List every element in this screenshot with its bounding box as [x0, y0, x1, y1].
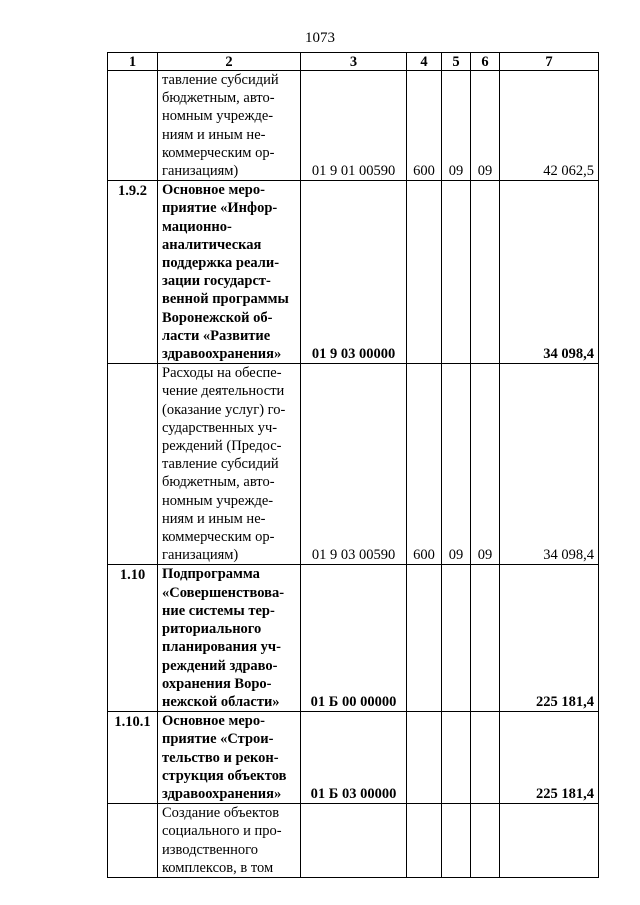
- table-header-row: [108, 53, 599, 71]
- row-name-line: поддержка реали-: [162, 255, 280, 272]
- row-name-line: номным учрежде-: [162, 108, 274, 125]
- table-row: [108, 565, 599, 712]
- table-row: [108, 712, 599, 804]
- row-name-line: коммерческим ор-: [162, 529, 275, 546]
- row-rz: [442, 712, 471, 804]
- row-name-line: тавление субсидий: [162, 456, 279, 473]
- row-name-line: коммерческим ор-: [162, 144, 275, 161]
- row-number: 1.10.1: [108, 712, 158, 804]
- row-name: [158, 181, 301, 364]
- row-number: [108, 71, 158, 181]
- row-sum: 42 062,5: [500, 71, 599, 181]
- header-col-7: 7: [500, 53, 599, 71]
- row-pr: 09: [471, 364, 500, 565]
- row-pr: [471, 181, 500, 364]
- row-vr: [407, 181, 442, 364]
- header-col-1: 1: [108, 53, 158, 71]
- row-name-line: риториального: [162, 621, 262, 638]
- row-name-line: «Совершенствова-: [162, 584, 285, 601]
- row-number: 1.9.2: [108, 181, 158, 364]
- row-name-line: реждений здраво-: [162, 657, 278, 674]
- row-name-line: ганизациям): [162, 547, 239, 564]
- row-rz: 09: [442, 364, 471, 565]
- row-name-line: струкция объектов: [162, 767, 287, 784]
- table-row: [108, 364, 599, 565]
- row-name-line: Основное меро-: [162, 182, 265, 199]
- row-code: 01 9 01 00590: [301, 71, 407, 181]
- row-code: 01 9 03 00590: [301, 364, 407, 565]
- row-code: 01 Б 03 00000: [301, 712, 407, 804]
- row-vr: [407, 804, 442, 878]
- table-row: [108, 804, 599, 878]
- row-name-line: реждений (Предос-: [162, 438, 282, 455]
- row-name-line: венной программы: [162, 291, 289, 308]
- table-row: [108, 181, 599, 364]
- row-name-line: здравоохранения»: [162, 346, 282, 363]
- row-name-line: ниям и иным не-: [162, 126, 266, 143]
- row-name-line: чение деятельности: [162, 383, 285, 400]
- row-sum: 225 181,4: [500, 565, 599, 712]
- row-sum: 34 098,4: [500, 364, 599, 565]
- row-name-line: охранения Воро-: [162, 675, 272, 692]
- row-name-line: бюджетным, авто-: [162, 90, 275, 107]
- row-rz: [442, 565, 471, 712]
- row-name-line: здравоохранения»: [162, 785, 282, 802]
- row-name-line: комплексов, в том: [162, 859, 274, 876]
- row-pr: [471, 712, 500, 804]
- row-name-line: изводственного: [162, 841, 259, 858]
- page-number: 1073: [305, 30, 335, 46]
- row-name: [158, 565, 301, 712]
- row-name-line: ганизациям): [162, 163, 239, 180]
- row-number: [108, 804, 158, 878]
- row-name-line: тавление субсидий: [162, 72, 279, 88]
- row-pr: [471, 565, 500, 712]
- row-name-line: сударственных уч-: [162, 419, 278, 436]
- row-name-line: мационно-: [162, 218, 232, 235]
- row-vr: [407, 712, 442, 804]
- row-rz: [442, 181, 471, 364]
- row-code: 01 Б 00 00000: [301, 565, 407, 712]
- row-name-line: планирования уч-: [162, 639, 281, 656]
- row-name-line: Основное меро-: [162, 713, 265, 730]
- header-col-5: 5: [442, 53, 471, 71]
- header-col-6: 6: [471, 53, 500, 71]
- row-code: 01 9 03 00000: [301, 181, 407, 364]
- row-name-line: ниям и иным не-: [162, 510, 266, 527]
- row-name-line: (оказание услуг) го-: [162, 401, 286, 418]
- row-rz: [442, 804, 471, 878]
- row-name-line: Воронежской об-: [162, 309, 273, 326]
- row-code: [301, 804, 407, 878]
- row-name-line: зации государст-: [162, 273, 271, 290]
- row-number: 1.10: [108, 565, 158, 712]
- header-col-3: 3: [301, 53, 407, 71]
- row-name-line: Расходы на обеспе-: [162, 365, 282, 382]
- row-name-line: ласти «Развитие: [162, 327, 271, 344]
- row-name: [158, 712, 301, 804]
- row-name-line: нежской области»: [162, 693, 280, 710]
- row-name-line: номным учрежде-: [162, 492, 274, 509]
- row-pr: 09: [471, 71, 500, 181]
- row-name: [158, 71, 301, 181]
- table-row: [108, 71, 599, 181]
- row-name-line: бюджетным, авто-: [162, 474, 275, 491]
- row-name-line: ние системы тер-: [162, 602, 275, 619]
- row-sum: 225 181,4: [500, 712, 599, 804]
- row-vr: 600: [407, 71, 442, 181]
- row-name-line: приятие «Инфор-: [162, 200, 278, 217]
- budget-table: [107, 52, 599, 878]
- header-col-4: 4: [407, 53, 442, 71]
- row-vr: 600: [407, 364, 442, 565]
- row-vr: [407, 565, 442, 712]
- row-sum: 34 098,4: [500, 181, 599, 364]
- row-name: [158, 364, 301, 565]
- header-col-2: 2: [158, 53, 301, 71]
- row-name-line: тельство и рекон-: [162, 749, 279, 766]
- row-sum: [500, 804, 599, 878]
- row-name-line: социального и про-: [162, 823, 282, 840]
- row-number: [108, 364, 158, 565]
- row-name-line: аналитическая: [162, 236, 262, 253]
- row-rz: 09: [442, 71, 471, 181]
- row-name: [158, 804, 301, 878]
- row-name-line: Подпрограмма: [162, 566, 260, 583]
- row-name-line: Создание объектов: [162, 805, 280, 822]
- row-name-line: приятие «Строи-: [162, 731, 274, 748]
- row-pr: [471, 804, 500, 878]
